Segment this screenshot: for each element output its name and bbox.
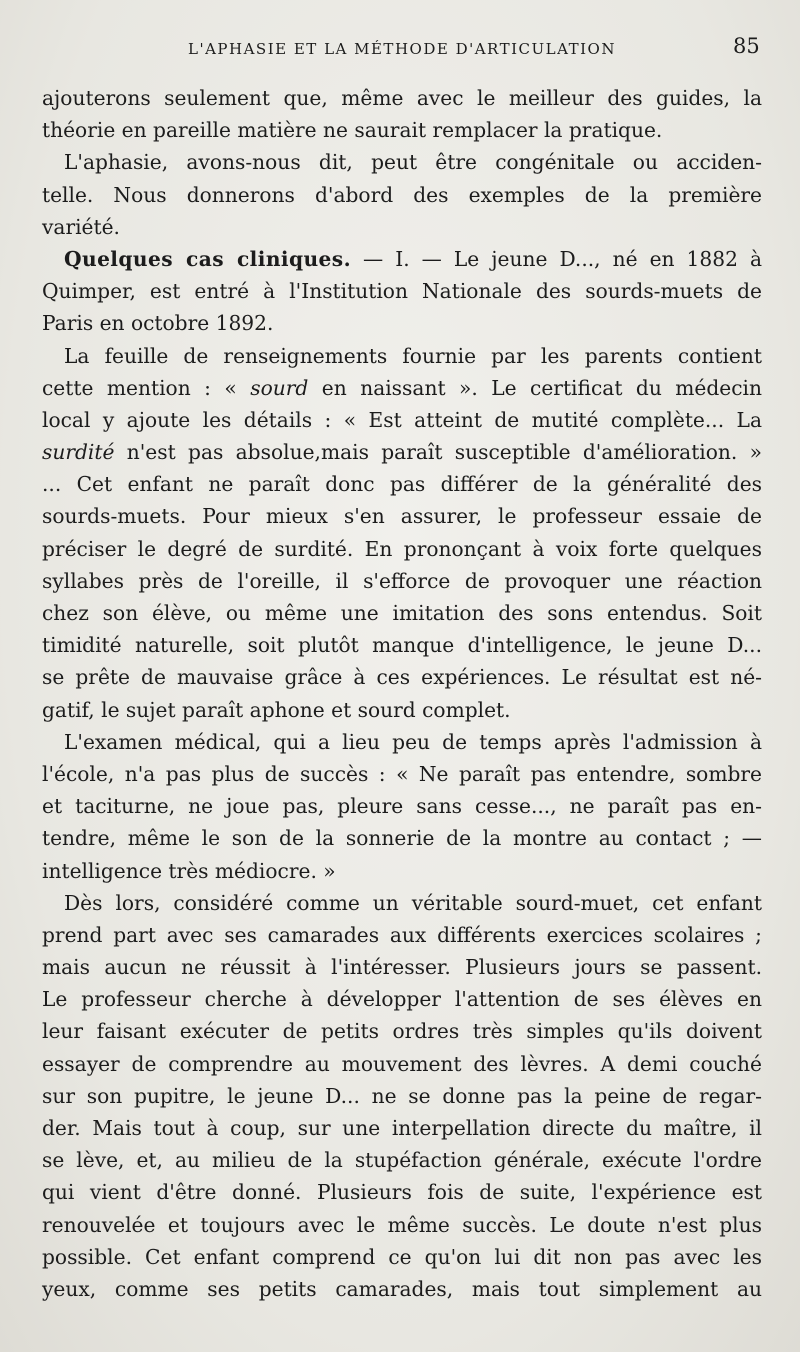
paragraph-1 [42,82,762,146]
text-line: théorie en pareille matière ne saurait remplacer la pratique. [42,118,663,143]
text-line: prend part avec ses camarades aux différents exercices scolaires ; [42,922,762,947]
text-line [42,436,762,468]
text-run: en naissant ». Le certificat du médecin [308,375,762,400]
text-line: se lève, et, au milieu de la stupéfaction générale, exécute l'ordre [42,1148,762,1173]
text-line: renouvelée et toujours avec le même succès. Le doute n'est plus [42,1212,762,1237]
italic-term: sourd [250,375,309,400]
text-line: sourds-muets. Pour mieux s'en assurer, le professeur essaie de [42,504,762,529]
text-line: Le professeur cherche à développer l'attention de ses élèves en [42,987,762,1012]
text-line: gatif, le sujet paraît aphone et sourd complet. [42,697,511,722]
text-line: essayer de comprendre au mouvement des lèvres. A demi couché [42,1051,762,1076]
text-run: cette mention : « [42,375,251,400]
running-head [0,34,800,68]
running-title: L'APHASIE ET LA MÉTHODE D'ARTICULATION [188,40,616,58]
text-line: syllabes près de l'oreille, il s'efforce de provoquer une réaction [42,568,762,593]
text-line: Dès lors, considéré comme un véritable sourd-muet, cet enfant [64,890,762,915]
paragraph-3 [42,243,762,340]
text-line: possible. Cet enfant comprend ce qu'on lui dit non pas avec les [42,1244,762,1269]
text-line: ... Cet enfant ne paraît donc pas différer de la généralité des [42,472,762,497]
text-run: — I. — Le jeune D..., né en 1882 à [351,246,762,271]
text-line: intelligence très médiocre. » [42,858,336,883]
text-run: n'est pas absolue,mais paraît susceptible d'amélioration. » [114,440,762,465]
text-line: mais aucun ne réussit à l'intéresser. Plusieurs jours se passent. [42,955,762,980]
text-line: variété. [42,214,120,239]
body-text [42,82,762,1305]
text-line: tendre, même le son de la sonnerie de la montre au contact ; — [42,826,762,851]
paragraph-2 [42,146,762,243]
paragraph-5 [42,726,762,887]
text-line: l'école, n'a pas plus de succès : « Ne paraît pas entendre, sombre [42,761,762,786]
text-line: Quimper, est entré à l'Institution Nationale des sourds-muets de [42,279,762,304]
text-line [42,243,762,275]
section-run-in-heading: Quelques cas cliniques. [64,246,351,271]
paragraph-4 [42,340,762,726]
text-line: ajouterons seulement que, même avec le meilleur des guides, la [42,86,762,110]
text-line: se prête de mauvaise grâce à ces expériences. Le résultat est né- [42,665,762,690]
text-line: qui vient d'être donné. Plusieurs fois de suite, l'expérience est [42,1180,762,1205]
text-line: chez son élève, ou même une imitation des sons entendus. Soit [42,601,762,625]
text-line: leur faisant exécuter de petits ordres très simples qu'ils doivent [42,1019,762,1044]
text-line [42,372,762,404]
text-line: et taciturne, ne joue pas, pleure sans cesse..., ne paraît pas en- [42,794,762,819]
text-line: L'aphasie, avons-nous dit, peut être congénitale ou acciden- [64,150,762,175]
italic-term: surdité [42,440,115,465]
text-line: local y ajoute les détails : « Est atteint de mutité complète... La [42,407,762,432]
text-line: sur son pupitre, le jeune D... ne se donne pas la peine de regar- [42,1083,762,1108]
text-line: Paris en octobre 1892. [42,311,274,336]
text-line: La feuille de renseignements fournie par les parents contient [64,343,762,368]
text-line: préciser le degré de surdité. En prononçant à voix forte quelques [42,536,762,561]
text-line: timidité naturelle, soit plutôt manque d'intelligence, le jeune D... [42,633,762,658]
page-number: 85 [733,34,760,58]
text-line: L'examen médical, qui a lieu peu de temps après l'admission à [64,729,762,754]
text-line: der. Mais tout à coup, sur une interpellation directe du maître, il [42,1116,762,1140]
paragraph-6 [42,887,762,1305]
text-line: telle. Nous donnerons d'abord des exemples de la première [42,182,762,207]
text-line: yeux, comme ses petits camarades, mais tout simplement au [42,1276,762,1301]
